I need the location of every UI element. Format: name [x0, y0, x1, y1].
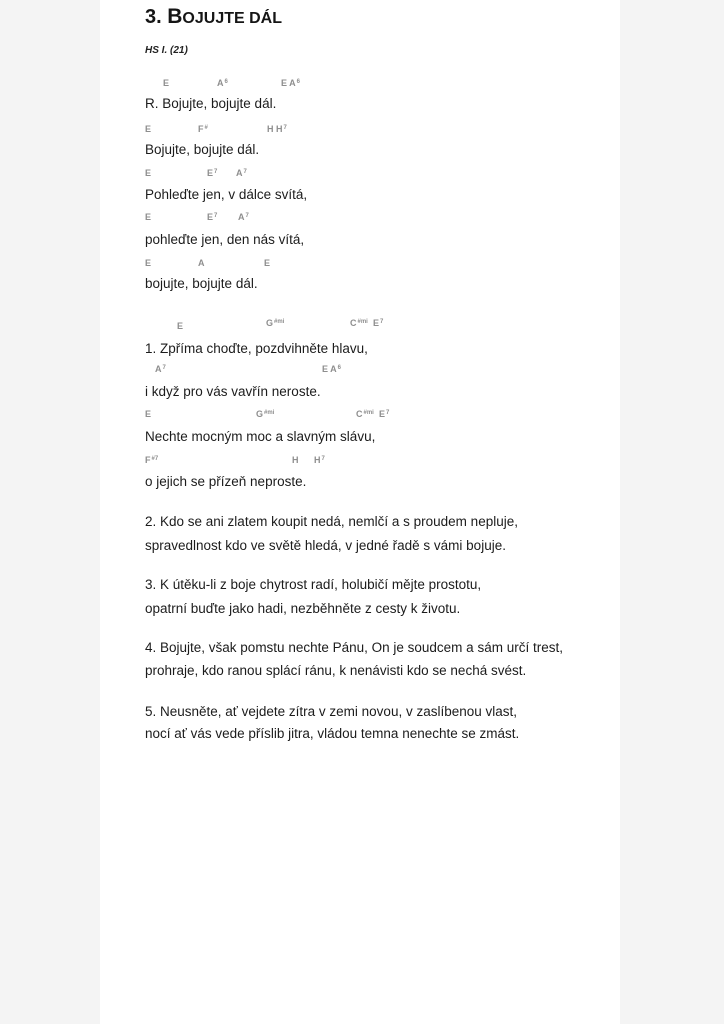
chord-modifier: 7 [243, 169, 247, 175]
chord [145, 409, 151, 420]
chord-root: E [145, 409, 152, 419]
chord [207, 168, 217, 179]
chord [322, 364, 341, 375]
chord [163, 78, 169, 89]
chord-modifier: 7 [162, 365, 166, 371]
chord-root: E [379, 409, 386, 419]
song-title-initial: B [167, 5, 183, 28]
chord-modifier: 7 [283, 125, 287, 131]
chord-root: E [207, 212, 214, 222]
chord-root: A [198, 258, 205, 268]
lyric-line: Bojujte, bojujte dál. [145, 142, 260, 157]
chord-modifier: #mi [357, 319, 368, 325]
chord-modifier: #mi [264, 410, 275, 416]
chord [264, 258, 270, 269]
chord-root: E [163, 78, 170, 88]
verse-line: 2. Kdo se ani zlatem koupit nedá, nemlčí a s proudem nepluje, [145, 514, 518, 529]
chord [198, 124, 208, 135]
chord-root: H [314, 455, 321, 465]
chord [267, 124, 287, 135]
verse-line: prohraje, kdo ranou splácí ránu, k nenávisti kdo se nechá svést. [145, 663, 527, 678]
chord-modifier: # [204, 125, 208, 131]
chord-modifier: #mi [274, 319, 285, 325]
chord-root: G [266, 318, 274, 328]
chord-root: E [373, 318, 380, 328]
chord [373, 318, 383, 329]
chord-root: F [198, 124, 204, 134]
chord [145, 455, 158, 466]
chord-root: E [145, 212, 152, 222]
song-source: HS I. (21) [145, 45, 188, 56]
chord [266, 318, 284, 329]
page-margin-left [0, 0, 100, 1024]
chord-root: E A [322, 364, 337, 374]
song-title [145, 5, 282, 31]
chord-modifier: 6 [224, 79, 228, 85]
chord-root: C [350, 318, 357, 328]
chord-root: C [356, 409, 363, 419]
verse-line: 5. Neusněte, ať vejdete zítra v zemi novou, v zaslíbenou vlast, [145, 704, 518, 719]
chord-root: E [145, 258, 152, 268]
chord [238, 212, 249, 223]
chord-modifier: #7 [151, 456, 159, 462]
lyric-line: Pohleďte jen, v dálce svítá, [145, 187, 308, 202]
chord-root: A [236, 168, 243, 178]
chord-modifier: #mi [363, 410, 374, 416]
chord-modifier: 6 [337, 365, 342, 371]
chord [314, 455, 325, 466]
chord [256, 409, 274, 420]
verse-line: opatrní buďte jako hadi, nezběhněte z cesty k životu. [145, 601, 461, 616]
lyric-line: R. Bojujte, bojujte dál. [145, 96, 277, 111]
page-margin-right [620, 0, 724, 1024]
chord [236, 168, 247, 179]
chord-modifier: 7 [321, 456, 325, 462]
chord [356, 409, 374, 420]
chord-root: A [155, 364, 162, 374]
lyric-line: i když pro vás vavřín neroste. [145, 384, 321, 399]
song-number: 3. [145, 6, 162, 28]
chord-root: F [145, 455, 151, 465]
chord-root: H H [267, 124, 283, 134]
chord-root: E [177, 321, 184, 331]
chord [198, 258, 205, 269]
chord-root: A [217, 78, 224, 88]
lyric-line: pohleďte jen, den nás vítá, [145, 232, 305, 247]
chord-modifier: 7 [214, 213, 218, 219]
lyric-line: bojujte, bojujte dál. [145, 276, 258, 291]
chord [379, 409, 389, 420]
chord-modifier: 7 [386, 410, 390, 416]
chord [217, 78, 228, 89]
chord-root: E [145, 124, 152, 134]
chord [350, 318, 368, 329]
chord [292, 455, 299, 466]
chord [145, 258, 151, 269]
chord [155, 364, 166, 375]
chord [281, 78, 300, 89]
chord-root: H [292, 455, 299, 465]
chord [145, 168, 151, 179]
chord-root: E [207, 168, 214, 178]
lyric-line: 1. Zpříma choďte, pozdvihněte hlavu, [145, 341, 368, 356]
lyric-line: o jejich se přízeň neproste. [145, 474, 307, 489]
chord-modifier: 6 [296, 79, 301, 85]
chord-root: E [264, 258, 271, 268]
verse-line: nocí ať vás vede příslib jitra, vládou temna nenechte se zmást. [145, 726, 520, 741]
chord-modifier: 7 [245, 213, 249, 219]
chord-root: E A [281, 78, 296, 88]
song-title-rest: OJUJTE DÁL [182, 10, 282, 27]
chord [207, 212, 217, 223]
verse-line: 3. K útěku-li z boje chytrost radí, holubičí mějte prostotu, [145, 577, 482, 592]
chord [177, 321, 183, 332]
verse-line: spravedlnost kdo ve světě hledá, v jedné řadě s vámi bojuje. [145, 538, 506, 553]
chord [145, 212, 151, 223]
lyric-line: Nechte mocným moc a slavným slávu, [145, 429, 376, 444]
chord-root: G [256, 409, 264, 419]
chord [145, 124, 151, 135]
chord-root: A [238, 212, 245, 222]
chord-root: E [145, 168, 152, 178]
verse-line: 4. Bojujte, však pomstu nechte Pánu, On je soudcem a sám určí trest, [145, 640, 563, 655]
chord-modifier: 7 [214, 169, 218, 175]
chord-modifier: 7 [380, 319, 384, 325]
